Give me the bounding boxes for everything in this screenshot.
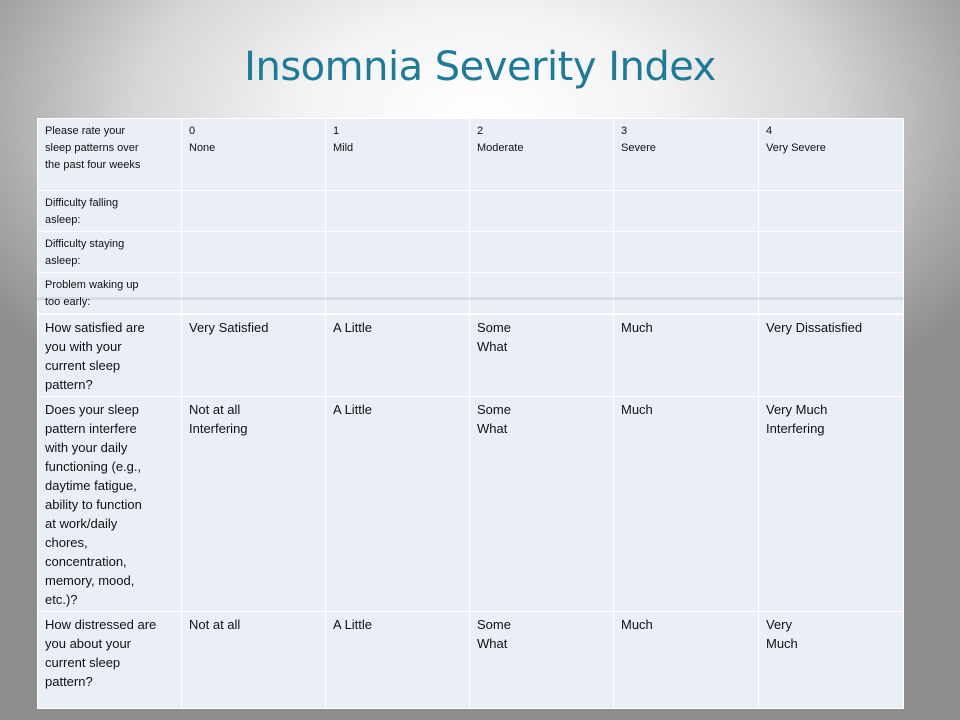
- rating-option-4: 4 Very Severe: [759, 119, 904, 191]
- rating-cell[interactable]: [326, 232, 470, 273]
- answer-option[interactable]: Much: [614, 612, 759, 709]
- question-cell: How satisfied are you with your current sleep pattern?: [38, 315, 182, 397]
- answer-option[interactable]: Some What: [470, 315, 614, 397]
- answer-option[interactable]: Very Much Interfering: [759, 397, 904, 612]
- table-shadow: [37, 297, 903, 300]
- page-title: Insomnia Severity Index: [244, 44, 716, 90]
- rating-cell[interactable]: [182, 273, 326, 314]
- answer-option[interactable]: Very Satisfied: [182, 315, 326, 397]
- rating-cell[interactable]: [326, 191, 470, 232]
- table-row: [38, 191, 904, 232]
- table-row: [38, 612, 904, 709]
- answer-option[interactable]: Much: [614, 315, 759, 397]
- rating-option-3: 3 Severe: [614, 119, 759, 191]
- rating-cell[interactable]: [182, 232, 326, 273]
- row-label: Difficulty staying asleep:: [38, 232, 182, 273]
- rating-cell[interactable]: [614, 191, 759, 232]
- answer-option[interactable]: A Little: [326, 612, 470, 709]
- rating-cell[interactable]: [470, 191, 614, 232]
- rating-cell[interactable]: [470, 232, 614, 273]
- rating-header-row: [38, 119, 904, 191]
- answer-option[interactable]: A Little: [326, 397, 470, 612]
- table-row: [38, 397, 904, 612]
- answer-option[interactable]: A Little: [326, 315, 470, 397]
- table-row: [38, 273, 904, 314]
- rating-cell[interactable]: [614, 232, 759, 273]
- sleep-rating-table: [37, 118, 904, 314]
- answer-option[interactable]: Very Dissatisfied: [759, 315, 904, 397]
- answer-option[interactable]: Not at all Interfering: [182, 397, 326, 612]
- table-row: [38, 232, 904, 273]
- rating-cell[interactable]: [759, 191, 904, 232]
- rating-cell[interactable]: [326, 273, 470, 314]
- answer-option[interactable]: Much: [614, 397, 759, 612]
- answer-option[interactable]: Some What: [470, 397, 614, 612]
- rating-option-1: 1 Mild: [326, 119, 470, 191]
- rating-prompt-cell: Please rate your sleep patterns over the past four weeks: [38, 119, 182, 191]
- row-label: Difficulty falling asleep:: [38, 191, 182, 232]
- table-row: [38, 315, 904, 397]
- answer-option[interactable]: Very Much: [759, 612, 904, 709]
- answer-option[interactable]: Not at all: [182, 612, 326, 709]
- rating-cell[interactable]: [614, 273, 759, 314]
- row-label: Problem waking up too early:: [38, 273, 182, 314]
- rating-option-0: 0 None: [182, 119, 326, 191]
- rating-cell[interactable]: [470, 273, 614, 314]
- rating-cell[interactable]: [182, 191, 326, 232]
- question-cell: Does your sleep pattern interfere with your daily functioning (e.g., daytime fatigue, ability to function at work/daily chores, concentration, memory, mood, etc.)?: [38, 397, 182, 612]
- question-cell: How distressed are you about your current sleep pattern?: [38, 612, 182, 709]
- sleep-impact-table: [37, 314, 904, 709]
- rating-option-2: 2 Moderate: [470, 119, 614, 191]
- rating-cell[interactable]: [759, 273, 904, 314]
- rating-cell[interactable]: [759, 232, 904, 273]
- answer-option[interactable]: Some What: [470, 612, 614, 709]
